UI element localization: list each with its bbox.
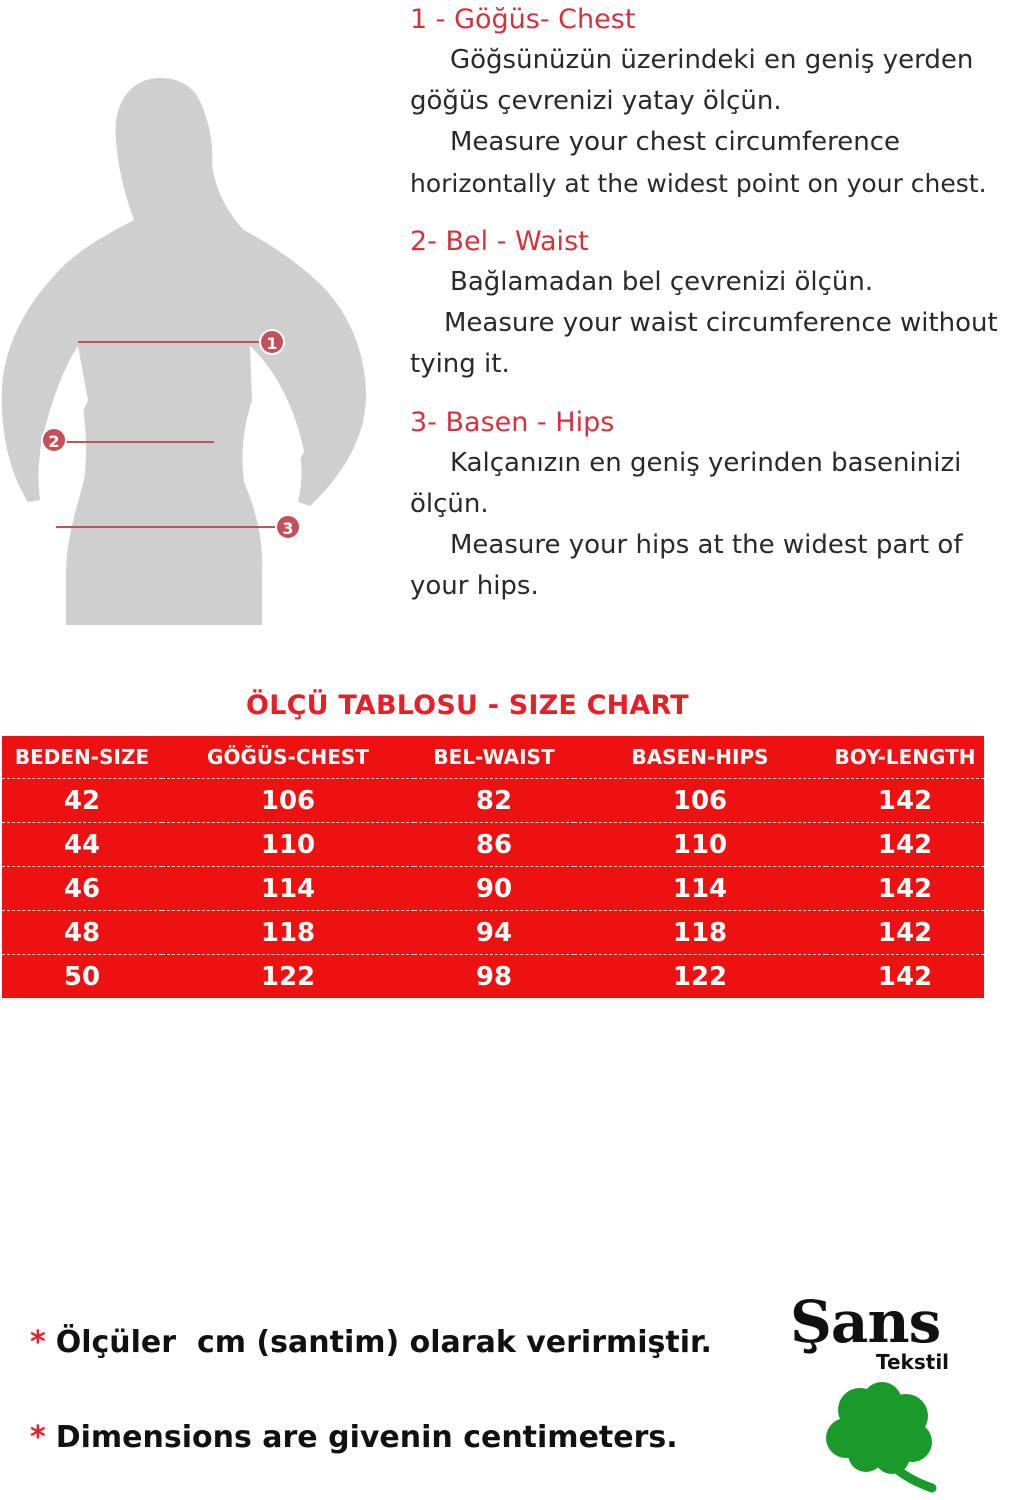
marker-2 [42, 428, 66, 452]
cell-chest: 106 [162, 779, 414, 823]
marker-1-label: 1 [266, 334, 278, 353]
hips-title: 3- Basen - Hips [410, 407, 615, 438]
chest-line-3: Measure your chest circumference [450, 127, 901, 157]
col-header-waist: BEL-WAIST [414, 736, 574, 779]
cell-hips: 118 [574, 911, 826, 955]
waist-line-3: tying it. [410, 349, 510, 379]
table-row [2, 867, 984, 911]
cell-hips: 122 [672, 961, 728, 992]
cell-chest: 118 [162, 911, 414, 955]
hips-section [410, 403, 1030, 607]
cell-size: 48 [2, 911, 162, 955]
chest-line-1: Göğsünüzün üzerindeki en geniş yerden [450, 45, 974, 75]
hips-line-1: Kalçanızın en geniş yerinden baseninizi [450, 448, 962, 478]
cell-hips: 114 [574, 867, 826, 911]
waist-title: 2- Bel - Waist [410, 226, 589, 257]
cell-waist: 94 [414, 911, 574, 955]
measurement-instructions [410, 0, 1030, 625]
cell-chest: 122 [260, 961, 316, 992]
logo-subtitle: Tekstil [876, 1350, 950, 1374]
table-header-row [2, 736, 984, 779]
sans-tekstil-logo [780, 1288, 980, 1498]
size-chart-title: ÖLÇÜ TABLOSU - SIZE CHART [246, 690, 689, 721]
silhouette-shape [2, 78, 366, 625]
body-silhouette-figure [0, 70, 380, 630]
waist-line-2: Measure your waist circumference without [444, 308, 998, 338]
note-units-tr-text: Ölçüler cm (santim) olarak verirmiştir. [55, 1325, 712, 1360]
marker-3 [276, 515, 300, 539]
cell-size: 44 [2, 823, 162, 867]
cell-waist: 98 [475, 961, 513, 992]
cell-waist: 82 [414, 779, 574, 823]
note-units-en [30, 1420, 678, 1455]
cell-waist: 86 [414, 823, 574, 867]
note-star: * [30, 1325, 46, 1360]
note-units-tr [30, 1325, 712, 1360]
marker-2-label: 2 [48, 432, 60, 451]
marker-1 [260, 330, 284, 354]
cell-hips: 106 [574, 779, 826, 823]
cell-size: 42 [2, 779, 162, 823]
note-star: * [30, 1420, 46, 1455]
cell-length: 142 [826, 911, 984, 955]
hips-line-2: ölçün. [410, 489, 489, 519]
col-header-chest: GÖĞÜS-CHEST [162, 736, 414, 779]
marker-3-label: 3 [282, 519, 294, 538]
cell-chest: 110 [162, 823, 414, 867]
col-header-hips: BASEN-HIPS [574, 736, 826, 779]
cell-size: 50 [63, 961, 101, 992]
table-row [2, 779, 984, 823]
cell-length: 142 [877, 961, 933, 992]
table-row [2, 911, 984, 955]
table-row [2, 955, 984, 999]
col-header-size: BEDEN-SIZE [2, 736, 162, 779]
cell-length: 142 [826, 823, 984, 867]
cell-length: 142 [826, 779, 984, 823]
cell-hips: 110 [574, 823, 826, 867]
cell-chest: 114 [162, 867, 414, 911]
waist-section [410, 222, 1030, 385]
chest-title: 1 - Göğüs- Chest [410, 4, 636, 35]
chest-section [410, 0, 1030, 204]
waist-line-1: Bağlamadan bel çevrenizi ölçün. [450, 267, 874, 297]
chest-line-2: göğüs çevrenizi yatay ölçün. [410, 86, 782, 116]
size-chart-table [2, 736, 984, 998]
cell-length: 142 [826, 867, 984, 911]
chest-line-4: horizontally at the widest point on your chest. [410, 169, 987, 198]
table-row [2, 823, 984, 867]
col-header-length: BOY-LENGTH [826, 736, 984, 779]
cell-waist: 90 [414, 867, 574, 911]
note-units-en-text: Dimensions are givenin centimeters. [55, 1420, 678, 1455]
cell-size: 46 [2, 867, 162, 911]
hips-line-4: your hips. [410, 571, 539, 601]
logo-name: Şans [790, 1288, 941, 1356]
hips-line-3: Measure your hips at the widest part of [450, 530, 963, 560]
clover-icon [820, 1380, 950, 1495]
